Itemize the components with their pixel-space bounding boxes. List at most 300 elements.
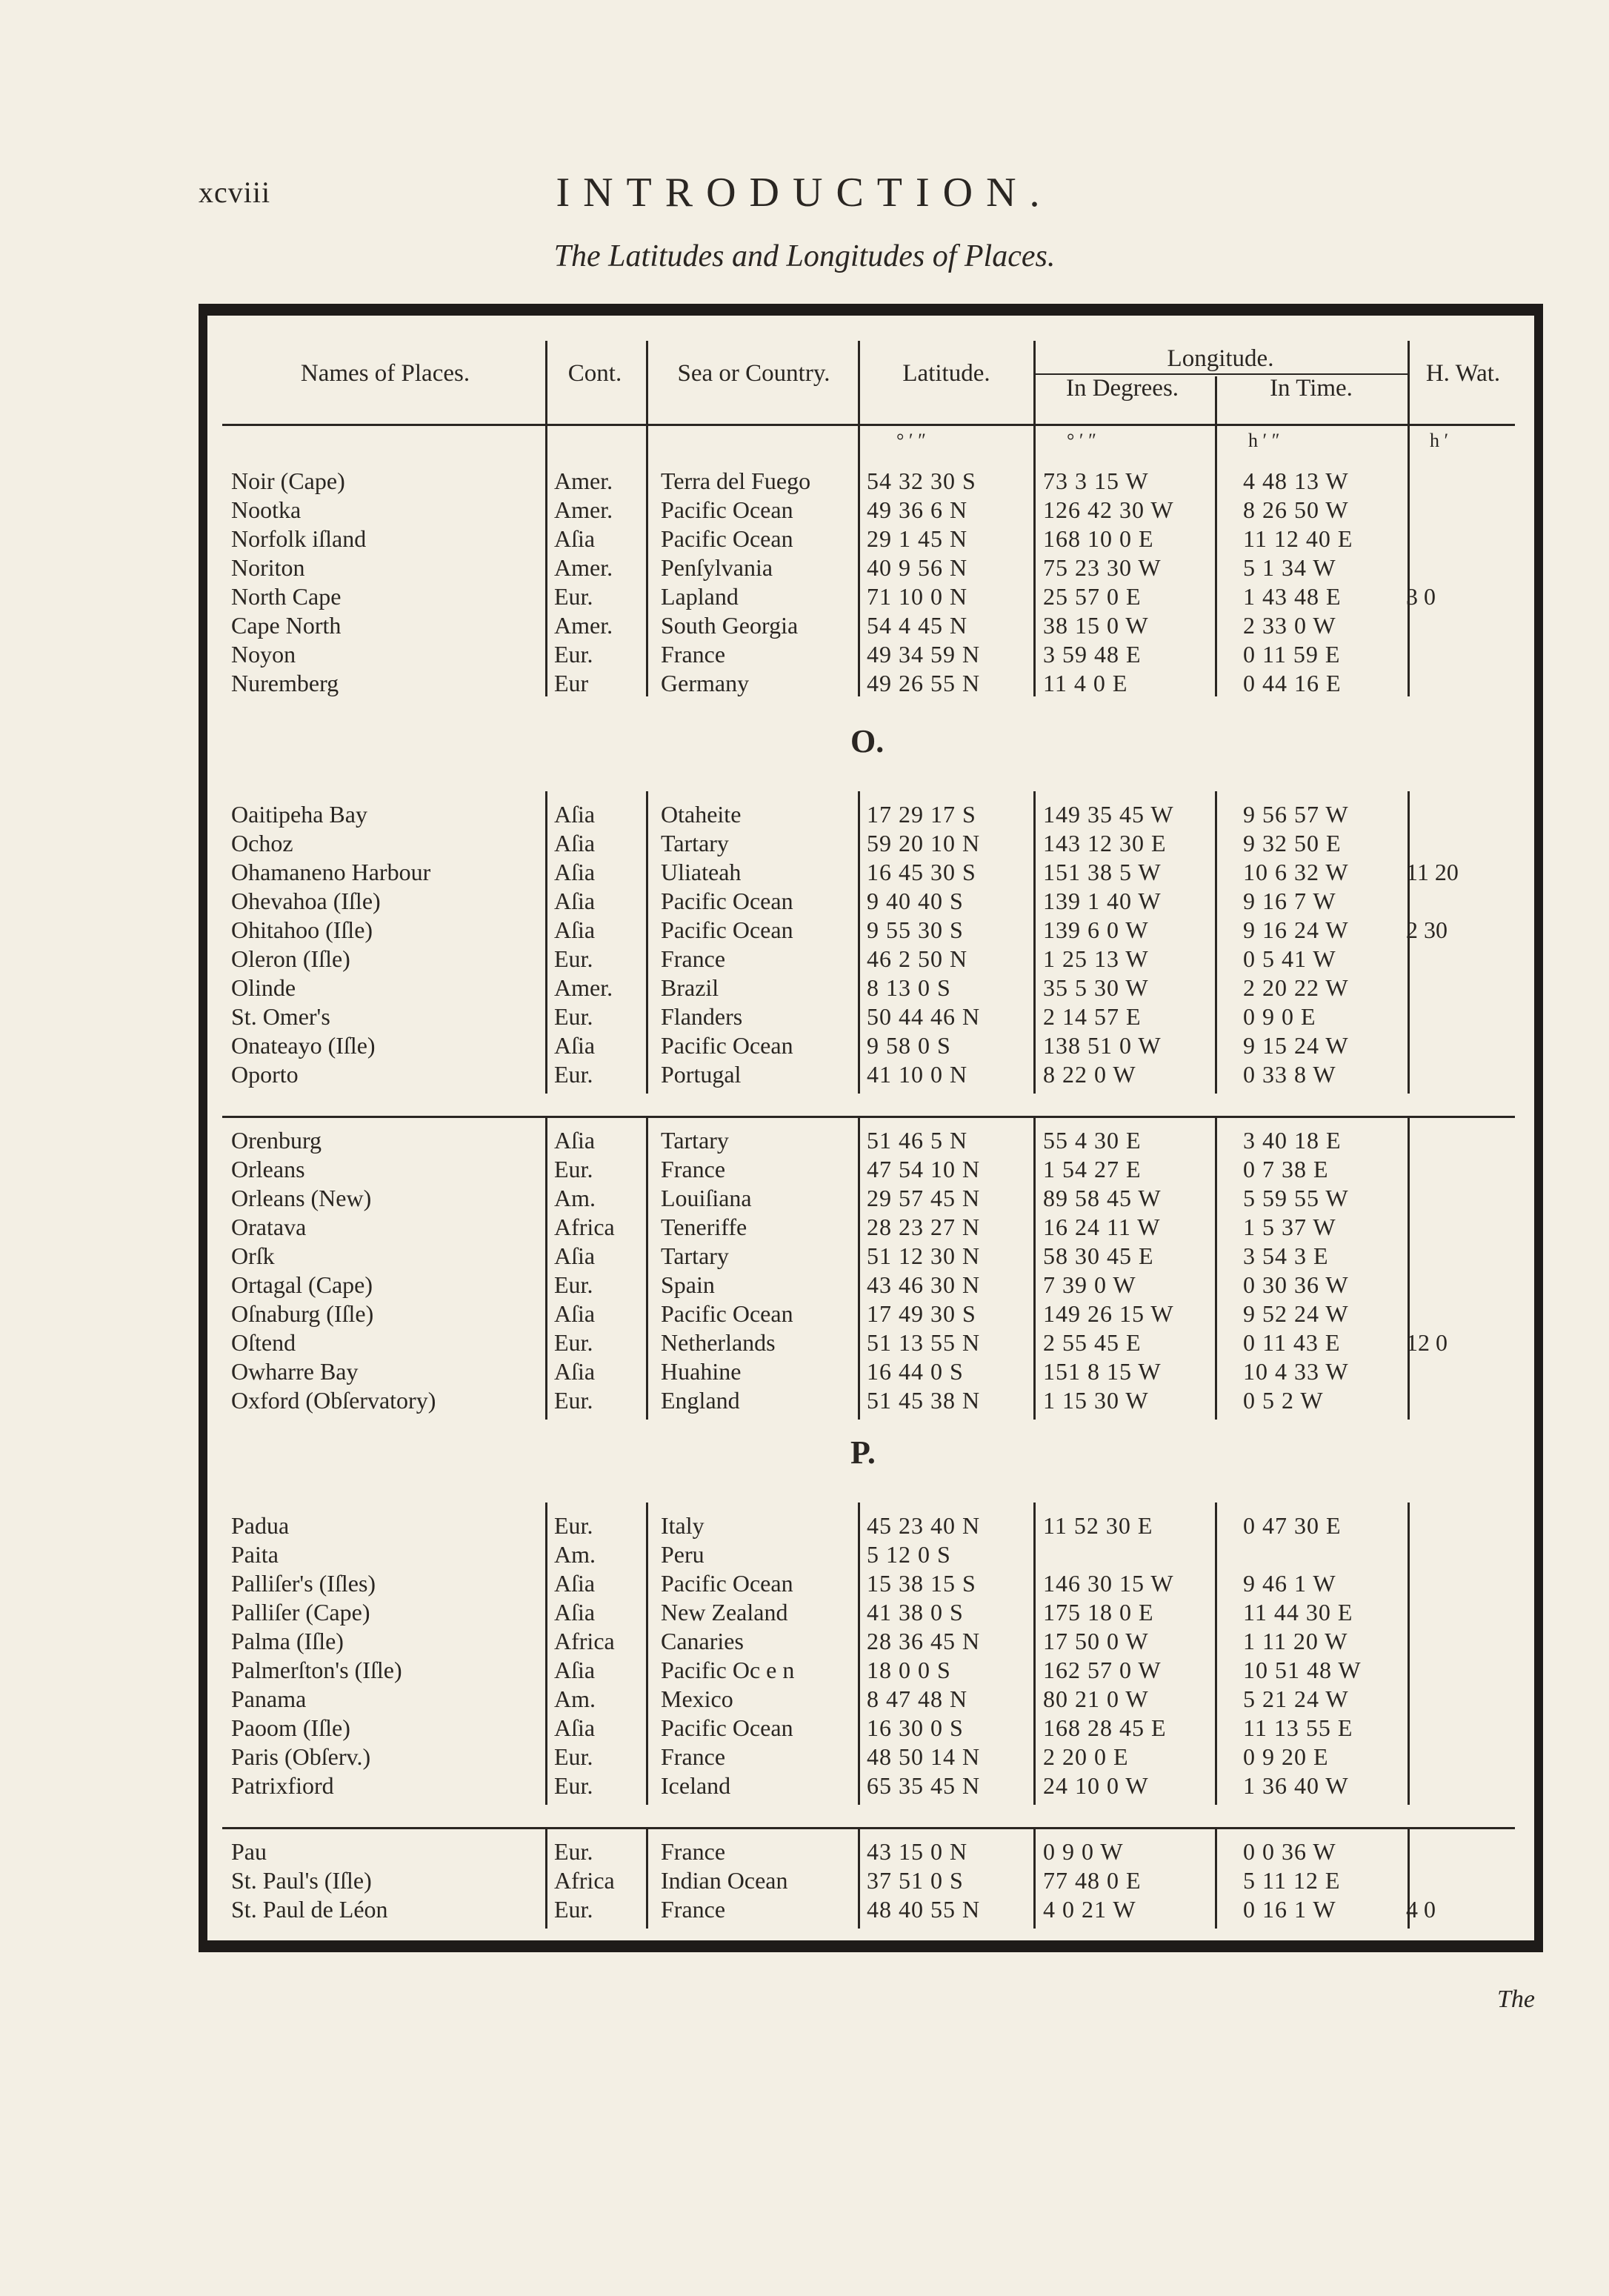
sea-or-country: Uliateah xyxy=(661,859,742,885)
longitude-degrees: 25 57 0 E xyxy=(1043,583,1142,610)
longitude-time: 11 13 55 E xyxy=(1243,1714,1353,1741)
latitude: 48 50 14 N xyxy=(867,1743,981,1770)
section-rule xyxy=(222,1827,1515,1829)
place-name: Pau xyxy=(231,1838,267,1865)
longitude-time: 3 40 18 E xyxy=(1243,1127,1342,1154)
continent: Africa xyxy=(554,1628,615,1654)
table-row xyxy=(222,1714,1519,1743)
longitude-degrees: 1 25 13 W xyxy=(1043,945,1149,972)
sea-or-country: Spain xyxy=(661,1271,715,1298)
table-subtitle: The Latitudes and Longitudes of Places. xyxy=(553,239,1056,273)
longitude-degrees: 80 21 0 W xyxy=(1043,1686,1149,1712)
longitude-time: 4 48 13 W xyxy=(1243,467,1349,494)
longitude-degrees: 24 10 0 W xyxy=(1043,1772,1149,1799)
col-rule xyxy=(646,791,648,1094)
sea-or-country: Tartary xyxy=(661,830,729,856)
longitude-degrees: 3 59 48 E xyxy=(1043,641,1142,668)
col-rule xyxy=(1408,1117,1410,1420)
longitude-time: 5 59 55 W xyxy=(1243,1185,1349,1211)
sea-or-country: Pacific Ocean xyxy=(661,1032,793,1059)
table-row xyxy=(222,1895,1519,1924)
continent: Amer. xyxy=(554,554,613,581)
sea-or-country: South Georgia xyxy=(661,612,799,639)
continent: Eur. xyxy=(554,1838,593,1865)
latitude: 28 36 45 N xyxy=(867,1628,981,1654)
longitude-degrees: 17 50 0 W xyxy=(1043,1628,1149,1654)
latitude: 51 46 5 N xyxy=(867,1127,968,1154)
place-name: Oporto xyxy=(231,1061,299,1088)
sea-or-country: Peru xyxy=(661,1541,704,1568)
place-name: St. Paul de Léon xyxy=(231,1896,388,1923)
latitude: 29 57 45 N xyxy=(867,1185,981,1211)
place-name: Paita xyxy=(231,1541,279,1568)
longitude-time: 1 43 48 E xyxy=(1243,583,1342,610)
continent: Africa xyxy=(554,1214,615,1240)
longitude-time: 11 44 30 E xyxy=(1243,1599,1353,1625)
longitude-degrees: 149 35 45 W xyxy=(1043,801,1174,828)
place-name: Ohevahoa (Iſle) xyxy=(231,888,381,914)
longitude-time: 5 1 34 W xyxy=(1243,554,1336,581)
longitude-degrees: 168 10 0 E xyxy=(1043,525,1154,552)
longitude-degrees: 162 57 0 W xyxy=(1043,1657,1162,1683)
latitude: 45 23 40 N xyxy=(867,1512,981,1539)
table-row xyxy=(222,1866,1519,1895)
running-title: INTRODUCTION. xyxy=(556,170,1053,216)
col-rule xyxy=(858,1503,860,1805)
continent: Aſia xyxy=(554,1599,596,1625)
header-cont: Cont. xyxy=(567,360,622,387)
longitude-time: 10 51 48 W xyxy=(1243,1657,1362,1683)
col-rule xyxy=(1215,791,1217,1094)
longitude-degrees: 126 42 30 W xyxy=(1043,496,1174,523)
longitude-degrees: 2 55 45 E xyxy=(1043,1329,1142,1356)
continent: Aſia xyxy=(554,1032,596,1059)
sea-or-country: Tartary xyxy=(661,1127,729,1154)
longitude-degrees: 35 5 30 W xyxy=(1043,974,1149,1001)
latitude: 16 44 0 S xyxy=(867,1358,964,1385)
table-row xyxy=(222,1242,1519,1271)
latitude: 41 38 0 S xyxy=(867,1599,964,1625)
continent: Aſia xyxy=(554,1714,596,1741)
high-water: 3 0 xyxy=(1406,583,1436,610)
continent: Eur. xyxy=(554,1387,593,1414)
place-name: Orleans (New) xyxy=(231,1185,372,1211)
place-name: Orſk xyxy=(231,1242,275,1269)
sea-or-country: Portugal xyxy=(661,1061,742,1088)
longitude-degrees: 139 1 40 W xyxy=(1043,888,1162,914)
continent: Aſia xyxy=(554,525,596,552)
latitude: 9 55 30 S xyxy=(867,916,964,943)
high-water: 11 20 xyxy=(1406,859,1459,885)
header-names: Names of Places. xyxy=(300,360,470,387)
table-row xyxy=(222,1155,1519,1184)
longitude-time: 9 32 50 E xyxy=(1243,830,1342,856)
continent: Amer. xyxy=(554,612,613,639)
sea-or-country: Indian Ocean xyxy=(661,1867,788,1894)
table-row xyxy=(222,1656,1519,1685)
sea-or-country: France xyxy=(661,945,726,972)
continent: Eur. xyxy=(554,1896,593,1923)
table-row xyxy=(222,829,1519,858)
col-rule xyxy=(545,1117,547,1420)
longitude-degrees: 8 22 0 W xyxy=(1043,1061,1136,1088)
longitude-degrees: 168 28 45 E xyxy=(1043,1714,1167,1741)
sea-or-country: Flanders xyxy=(661,1003,743,1030)
continent: Eur. xyxy=(554,1003,593,1030)
latitude: 9 40 40 S xyxy=(867,888,964,914)
col-rule xyxy=(646,1503,648,1805)
catchword: The xyxy=(1497,1986,1535,2013)
sea-or-country: Netherlands xyxy=(661,1329,776,1356)
table-row xyxy=(222,496,1519,525)
table-row xyxy=(222,1031,1519,1060)
continent: Am. xyxy=(554,1686,596,1712)
longitude-time: 5 11 12 E xyxy=(1243,1867,1341,1894)
longitude-time: 9 56 57 W xyxy=(1243,801,1349,828)
sea-or-country: Otaheite xyxy=(661,801,742,828)
table-row xyxy=(222,1300,1519,1328)
table-row xyxy=(222,1569,1519,1598)
continent: Aſia xyxy=(554,801,596,828)
col-rule xyxy=(646,1829,648,1929)
table-row xyxy=(222,1386,1519,1415)
table-row xyxy=(222,916,1519,945)
longitude-time: 1 11 20 W xyxy=(1243,1628,1348,1654)
table-row xyxy=(222,1271,1519,1300)
table-row xyxy=(222,800,1519,829)
latitude: 16 30 0 S xyxy=(867,1714,964,1741)
place-name: Panama xyxy=(231,1686,307,1712)
continent: Eur. xyxy=(554,641,593,668)
longitude-time: 9 46 1 W xyxy=(1243,1570,1336,1597)
latitude: 28 23 27 N xyxy=(867,1214,981,1240)
place-name: Padua xyxy=(231,1512,290,1539)
unit-longitude: ° ′ ″ xyxy=(1067,430,1096,451)
table-row xyxy=(222,1627,1519,1656)
place-name: Oleron (Iſle) xyxy=(231,945,350,972)
continent: Aſia xyxy=(554,830,596,856)
sea-or-country: Pacific Ocean xyxy=(661,1714,793,1741)
continent: Aſia xyxy=(554,1657,596,1683)
latitude: 8 13 0 S xyxy=(867,974,951,1001)
table-row xyxy=(222,974,1519,1002)
col-rule xyxy=(646,1117,648,1420)
col-rule xyxy=(858,1117,860,1420)
continent: Am. xyxy=(554,1541,596,1568)
continent: Eur xyxy=(554,670,589,696)
place-name: Cape North xyxy=(231,612,342,639)
latitude: 18 0 0 S xyxy=(867,1657,951,1683)
table-row xyxy=(222,467,1519,496)
header-in-time: In Time. xyxy=(1270,375,1353,402)
sea-or-country: Pacific Ocean xyxy=(661,1300,793,1327)
latitude: 48 40 55 N xyxy=(867,1896,981,1923)
longitude-time: 9 16 24 W xyxy=(1243,916,1349,943)
place-name: Nuremberg xyxy=(231,670,339,696)
sea-or-country: Teneriffe xyxy=(661,1214,747,1240)
place-name: Paris (Obſerv.) xyxy=(231,1743,371,1770)
continent: Aſia xyxy=(554,888,596,914)
table-row xyxy=(222,553,1519,582)
header-hwat: H. Wat. xyxy=(1425,360,1501,387)
latitude: 29 1 45 N xyxy=(867,525,968,552)
col-rule xyxy=(545,1503,547,1805)
longitude-time: 0 9 20 E xyxy=(1243,1743,1329,1770)
page-header xyxy=(0,169,1609,228)
latitude: 49 34 59 N xyxy=(867,641,981,668)
sea-or-country: France xyxy=(661,1838,726,1865)
continent: Aſia xyxy=(554,1127,596,1154)
section-rule xyxy=(222,1116,1515,1118)
place-name: Oratava xyxy=(231,1214,307,1240)
col-rule xyxy=(1215,1117,1217,1420)
sea-or-country: France xyxy=(661,1156,726,1182)
longitude-time: 9 52 24 W xyxy=(1243,1300,1349,1327)
place-name: Noir (Cape) xyxy=(231,467,345,494)
place-name: Nootka xyxy=(231,496,302,523)
table-row xyxy=(222,1771,1519,1800)
continent: Aſia xyxy=(554,1242,596,1269)
place-name: Orleans xyxy=(231,1156,305,1182)
place-name: Noriton xyxy=(231,554,305,581)
longitude-degrees: 151 8 15 W xyxy=(1043,1358,1162,1385)
table-row xyxy=(222,1357,1519,1386)
longitude-time: 0 44 16 E xyxy=(1243,670,1342,696)
place-name: Patrixfiord xyxy=(231,1772,334,1799)
longitude-degrees: 146 30 15 W xyxy=(1043,1570,1174,1597)
latitude: 65 35 45 N xyxy=(867,1772,981,1799)
sea-or-country: Mexico xyxy=(661,1686,733,1712)
sea-or-country: Pacific Ocean xyxy=(661,496,793,523)
continent: Eur. xyxy=(554,1061,593,1088)
place-name: Onateayo (Iſle) xyxy=(231,1032,376,1059)
latitude: 9 58 0 S xyxy=(867,1032,951,1059)
continent: Am. xyxy=(554,1185,596,1211)
place-name: Oxford (Obſervatory) xyxy=(231,1387,436,1414)
continent: Amer. xyxy=(554,496,613,523)
longitude-degrees: 73 3 15 W xyxy=(1043,467,1149,494)
continent: Eur. xyxy=(554,945,593,972)
longitude-degrees: 77 48 0 E xyxy=(1043,1867,1142,1894)
col-rule xyxy=(1215,1503,1217,1805)
sea-or-country: Iceland xyxy=(661,1772,731,1799)
place-name: Norfolk iſland xyxy=(231,525,367,552)
sea-or-country: Pacific Ocean xyxy=(661,916,793,943)
sea-or-country: Pacific Oc e n xyxy=(661,1657,795,1683)
section-letter: O. xyxy=(850,723,885,759)
place-name: Ohitahoo (Iſle) xyxy=(231,916,373,943)
sea-or-country: Penſylvania xyxy=(661,554,773,581)
longitude-time: 10 6 32 W xyxy=(1243,859,1349,885)
table-row xyxy=(222,1598,1519,1627)
table-row xyxy=(222,1743,1519,1771)
longitude-time: 9 15 24 W xyxy=(1243,1032,1349,1059)
header-in-degrees: In Degrees. xyxy=(1065,375,1179,402)
latitude: 50 44 46 N xyxy=(867,1003,981,1030)
longitude-degrees: 11 52 30 E xyxy=(1043,1512,1153,1539)
table-row xyxy=(222,1126,1519,1155)
sea-or-country: Pacific Ocean xyxy=(661,1570,793,1597)
longitude-degrees: 55 4 30 E xyxy=(1043,1127,1142,1154)
table-row xyxy=(222,1060,1519,1089)
longitude-degrees: 89 58 45 W xyxy=(1043,1185,1162,1211)
table-row xyxy=(222,858,1519,887)
longitude-degrees: 16 24 11 W xyxy=(1043,1214,1161,1240)
sea-or-country: England xyxy=(661,1387,740,1414)
latitude: 40 9 56 N xyxy=(867,554,968,581)
table-row xyxy=(222,1213,1519,1242)
latitude: 51 45 38 N xyxy=(867,1387,981,1414)
longitude-degrees: 2 20 0 E xyxy=(1043,1743,1129,1770)
place-name: Orenburg xyxy=(231,1127,322,1154)
table-row xyxy=(222,525,1519,553)
longitude-time: 0 16 1 W xyxy=(1243,1896,1336,1923)
latitude: 54 4 45 N xyxy=(867,612,968,639)
longitude-time: 1 5 37 W xyxy=(1243,1214,1336,1240)
latitude: 16 45 30 S xyxy=(867,859,976,885)
continent: Aſia xyxy=(554,1570,596,1597)
continent: Amer. xyxy=(554,467,613,494)
continent: Eur. xyxy=(554,1271,593,1298)
col-rule xyxy=(1033,1117,1036,1420)
header-rule xyxy=(222,424,1515,426)
place-name: St. Omer's xyxy=(231,1003,330,1030)
continent: Aſia xyxy=(554,1358,596,1385)
continent: Aſia xyxy=(554,859,596,885)
sea-or-country: New Zealand xyxy=(661,1599,788,1625)
longitude-degrees: 151 38 5 W xyxy=(1043,859,1162,885)
col-rule xyxy=(1033,791,1036,1094)
continent: Eur. xyxy=(554,1743,593,1770)
col-rule xyxy=(858,1829,860,1929)
col-rule xyxy=(1033,1829,1036,1929)
longitude-time: 0 11 43 E xyxy=(1243,1329,1341,1356)
table-row xyxy=(222,887,1519,916)
longitude-degrees: 149 26 15 W xyxy=(1043,1300,1174,1327)
place-name: North Cape xyxy=(231,583,342,610)
latitude: 5 12 0 S xyxy=(867,1541,951,1568)
longitude-time: 0 11 59 E xyxy=(1243,641,1341,668)
longitude-time: 11 12 40 E xyxy=(1243,525,1353,552)
latitude: 8 47 48 N xyxy=(867,1686,968,1712)
latitude: 49 36 6 N xyxy=(867,496,968,523)
continent: Eur. xyxy=(554,1772,593,1799)
sea-or-country: France xyxy=(661,1896,726,1923)
latitude: 49 26 55 N xyxy=(867,670,981,696)
high-water: 4 0 xyxy=(1406,1896,1436,1923)
latitude: 51 13 55 N xyxy=(867,1329,981,1356)
longitude-degrees: 139 6 0 W xyxy=(1043,916,1149,943)
latitude: 17 49 30 S xyxy=(867,1300,976,1327)
place-name: Owharre Bay xyxy=(231,1358,359,1385)
sea-or-country: Lapland xyxy=(661,583,739,610)
col-rule xyxy=(545,1829,547,1929)
latitude: 59 20 10 N xyxy=(867,830,981,856)
table-row xyxy=(222,1685,1519,1714)
continent: Eur. xyxy=(554,1329,593,1356)
latitude: 15 38 15 S xyxy=(867,1570,976,1597)
longitude-degrees: 138 51 0 W xyxy=(1043,1032,1162,1059)
continent: Eur. xyxy=(554,1156,593,1182)
table-row xyxy=(222,582,1519,611)
table-row xyxy=(222,1184,1519,1213)
place-name: Oſtend xyxy=(231,1329,296,1356)
longitude-time: 10 4 33 W xyxy=(1243,1358,1349,1385)
place-name: Palliſer's (Iſles) xyxy=(231,1570,376,1597)
longitude-degrees: 175 18 0 E xyxy=(1043,1599,1154,1625)
longitude-degrees: 1 54 27 E xyxy=(1043,1156,1142,1182)
continent: Africa xyxy=(554,1867,615,1894)
sea-or-country: Huahine xyxy=(661,1358,742,1385)
latitude: 37 51 0 S xyxy=(867,1867,964,1894)
longitude-time: 0 0 36 W xyxy=(1243,1838,1336,1865)
latitude: 17 29 17 S xyxy=(867,801,976,828)
longitude-time: 3 54 3 E xyxy=(1243,1242,1329,1269)
longitude-degrees: 58 30 45 E xyxy=(1043,1242,1154,1269)
longitude-time: 0 9 0 E xyxy=(1243,1003,1316,1030)
table-row xyxy=(222,1511,1519,1540)
sea-or-country: Brazil xyxy=(661,974,719,1001)
place-name: Noyon xyxy=(231,641,296,668)
place-name: Palmerſton's (Iſle) xyxy=(231,1657,402,1683)
table-row xyxy=(222,1002,1519,1031)
longitude-time: 2 33 0 W xyxy=(1243,612,1336,639)
high-water: 12 0 xyxy=(1406,1329,1448,1356)
continent: Eur. xyxy=(554,1512,593,1539)
table-row xyxy=(222,1540,1519,1569)
place-name: Paoom (Iſle) xyxy=(231,1714,350,1741)
high-water: 2 30 xyxy=(1406,916,1448,943)
longitude-time: 0 30 36 W xyxy=(1243,1271,1349,1298)
table-row xyxy=(222,945,1519,974)
longitude-degrees: 75 23 30 W xyxy=(1043,554,1162,581)
header-latitude: Latitude. xyxy=(902,360,990,387)
table-row xyxy=(222,1837,1519,1866)
place-name: Oaitipeha Bay xyxy=(231,801,367,828)
place-name: Palliſer (Cape) xyxy=(231,1599,370,1625)
col-rule xyxy=(1033,1503,1036,1805)
longitude-degrees: 2 14 57 E xyxy=(1043,1003,1142,1030)
longitude-degrees: 4 0 21 W xyxy=(1043,1896,1136,1923)
place-name: Ohamaneno Harbour xyxy=(231,859,431,885)
sea-or-country: Tartary xyxy=(661,1242,729,1269)
table-row xyxy=(222,669,1519,698)
longitude-degrees: 1 15 30 W xyxy=(1043,1387,1149,1414)
place-name: Ortagal (Cape) xyxy=(231,1271,373,1298)
table-row xyxy=(222,1328,1519,1357)
col-rule xyxy=(1215,1829,1217,1929)
place-name: Olinde xyxy=(231,974,296,1001)
place-name: Ochoz xyxy=(231,830,293,856)
sea-or-country: Louiſiana xyxy=(661,1185,752,1211)
continent: Amer. xyxy=(554,974,613,1001)
sea-or-country: France xyxy=(661,1743,726,1770)
place-name: Oſnaburg (Iſle) xyxy=(231,1300,374,1327)
longitude-degrees: 7 39 0 W xyxy=(1043,1271,1136,1298)
col-rule xyxy=(1408,1503,1410,1805)
latitude: 47 54 10 N xyxy=(867,1156,981,1182)
longitude-time: 0 5 2 W xyxy=(1243,1387,1324,1414)
col-rule xyxy=(1408,1829,1410,1929)
continent: Aſia xyxy=(554,1300,596,1327)
longitude-time: 5 21 24 W xyxy=(1243,1686,1349,1712)
longitude-degrees: 143 12 30 E xyxy=(1043,830,1167,856)
latitude: 51 12 30 N xyxy=(867,1242,981,1269)
unit-hwat: h ′ xyxy=(1430,430,1449,451)
col-rule xyxy=(1408,791,1410,1094)
longitude-degrees: 0 9 0 W xyxy=(1043,1838,1124,1865)
continent: Aſia xyxy=(554,916,596,943)
